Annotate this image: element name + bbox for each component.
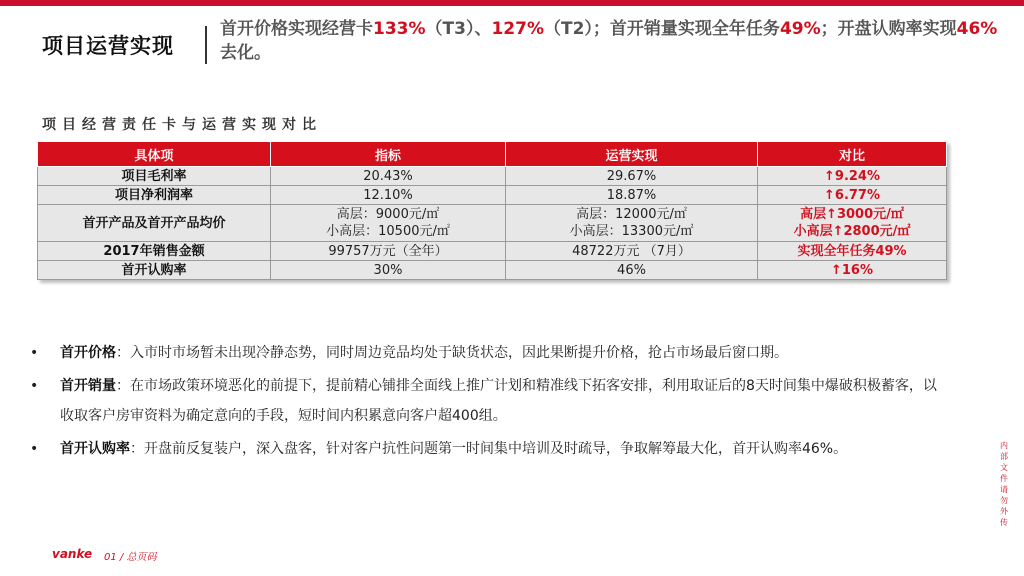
- table-row: [38, 261, 947, 280]
- actual-cell-line: 46%: [617, 262, 646, 278]
- internal-document-stamp: 内部文件 请勿外传: [1000, 441, 1008, 527]
- top-accent-band: [0, 0, 1024, 6]
- bullet-text: ：入市时市场暂未出现冷静态势，同时周边竞品均处于缺货状态，因此果断提升价格，抢占市场最后窗口期。: [116, 345, 788, 361]
- actual-cell-line: 高层：12000元/㎡: [576, 207, 687, 222]
- headline-highlight-value: 133%: [373, 19, 426, 39]
- target-cell-line: 30%: [373, 262, 403, 278]
- diff-cell-line: ↑9.24%: [824, 168, 880, 184]
- page-number: 01 / 总页码: [104, 552, 157, 563]
- bullet-dot-icon: •: [30, 441, 39, 457]
- diff-cell-line: ↑6.77%: [824, 187, 880, 203]
- bullet-text: ：开盘前反复装户，深入盘客，针对客户抗性问题第一时间集中培训及时疏导，争取解筹最大化，首开认购率46%。: [130, 441, 848, 457]
- diff-cell: [758, 261, 947, 280]
- target-cell-line: 99757万元（全年）: [328, 243, 448, 259]
- row-item-cell: 项目毛利率: [38, 167, 271, 186]
- row-item-cell: 首开认购率: [38, 261, 271, 280]
- comparison-table: [37, 141, 947, 280]
- explanation-bullet-list: [30, 338, 950, 467]
- column-header-target: 指标: [271, 142, 506, 167]
- headline-highlight-value: 46%: [956, 19, 998, 39]
- headline-highlight-value: 127%: [491, 19, 544, 39]
- page-title: 项目运营实现: [42, 34, 174, 58]
- column-header-diff: 对比: [758, 142, 947, 167]
- headline-summary: [220, 17, 1000, 65]
- target-cell-line: 12.10%: [363, 187, 413, 203]
- headline-text: 首开价格实现经营卡: [220, 19, 373, 39]
- diff-cell-line: ↑16%: [830, 262, 873, 278]
- table-row: [38, 205, 947, 242]
- column-header-actual: 运营实现: [506, 142, 758, 167]
- section-label: 项目经营责任卡与运营实现对比: [42, 117, 322, 133]
- diff-cell-line: 小高层↑2800元/㎡: [793, 224, 911, 239]
- headline-text: （T2）；首开销量实现全年任务: [544, 19, 780, 39]
- diff-cell: [758, 186, 947, 205]
- target-cell: [271, 261, 506, 280]
- actual-cell-line: 29.67%: [606, 168, 657, 184]
- row-item-cell: 首开产品及首开产品均价: [38, 205, 271, 242]
- actual-cell-line: 48722万元 （7月）: [572, 243, 691, 259]
- headline-text: 去化。: [220, 43, 271, 63]
- table-row: [38, 242, 947, 261]
- diff-cell: [758, 205, 947, 242]
- bullet-item: [30, 338, 950, 368]
- target-cell-line: 小高层：10500元/㎡: [326, 224, 450, 239]
- bullet-dot-icon: •: [30, 345, 39, 361]
- headline-highlight-value: 49%: [779, 19, 821, 39]
- actual-cell-line: 小高层：13300元/㎡: [569, 224, 694, 239]
- vanke-logo: vanke: [52, 547, 93, 561]
- actual-cell: [506, 242, 758, 261]
- row-item-cell: 项目净利润率: [38, 186, 271, 205]
- table-header-row: [38, 142, 947, 167]
- actual-cell: [506, 186, 758, 205]
- headline-text: ；开盘认购率实现: [820, 19, 957, 39]
- target-cell-line: 20.43%: [363, 168, 413, 184]
- actual-cell: [506, 205, 758, 242]
- target-cell: [271, 205, 506, 242]
- row-item-cell: 2017年销售金额: [38, 242, 271, 261]
- diff-cell: [758, 242, 947, 261]
- bullet-item: [30, 434, 950, 464]
- column-header-item: 具体项: [38, 142, 271, 167]
- target-cell: [271, 167, 506, 186]
- bullet-label: 首开认购率: [60, 441, 130, 457]
- bullet-text: ：在市场政策环境恶化的前提下，提前精心铺排全面线上推广计划和精准线下拓客安排，利用取证后的8天时间集中爆破积极蓄客，以收取客户房审资料为确定意向的手段，短时间内积累意向客户超400组。: [60, 378, 937, 424]
- bullet-dot-icon: •: [30, 378, 39, 394]
- headline-text: （T3）、: [425, 19, 492, 39]
- diff-cell: [758, 167, 947, 186]
- bullet-item: [30, 371, 950, 431]
- target-cell: [271, 186, 506, 205]
- bullet-label: 首开价格: [60, 345, 116, 361]
- table-row: [38, 167, 947, 186]
- actual-cell: [506, 167, 758, 186]
- actual-cell-line: 18.87%: [606, 187, 657, 203]
- target-cell: [271, 242, 506, 261]
- target-cell-line: 高层：9000元/㎡: [336, 207, 440, 222]
- table-row: [38, 186, 947, 205]
- title-divider: [205, 26, 207, 64]
- bullet-label: 首开销量: [60, 378, 116, 394]
- diff-cell-line: 实现全年任务49%: [797, 243, 907, 259]
- diff-cell-line: 高层↑3000元/㎡: [800, 207, 904, 222]
- actual-cell: [506, 261, 758, 280]
